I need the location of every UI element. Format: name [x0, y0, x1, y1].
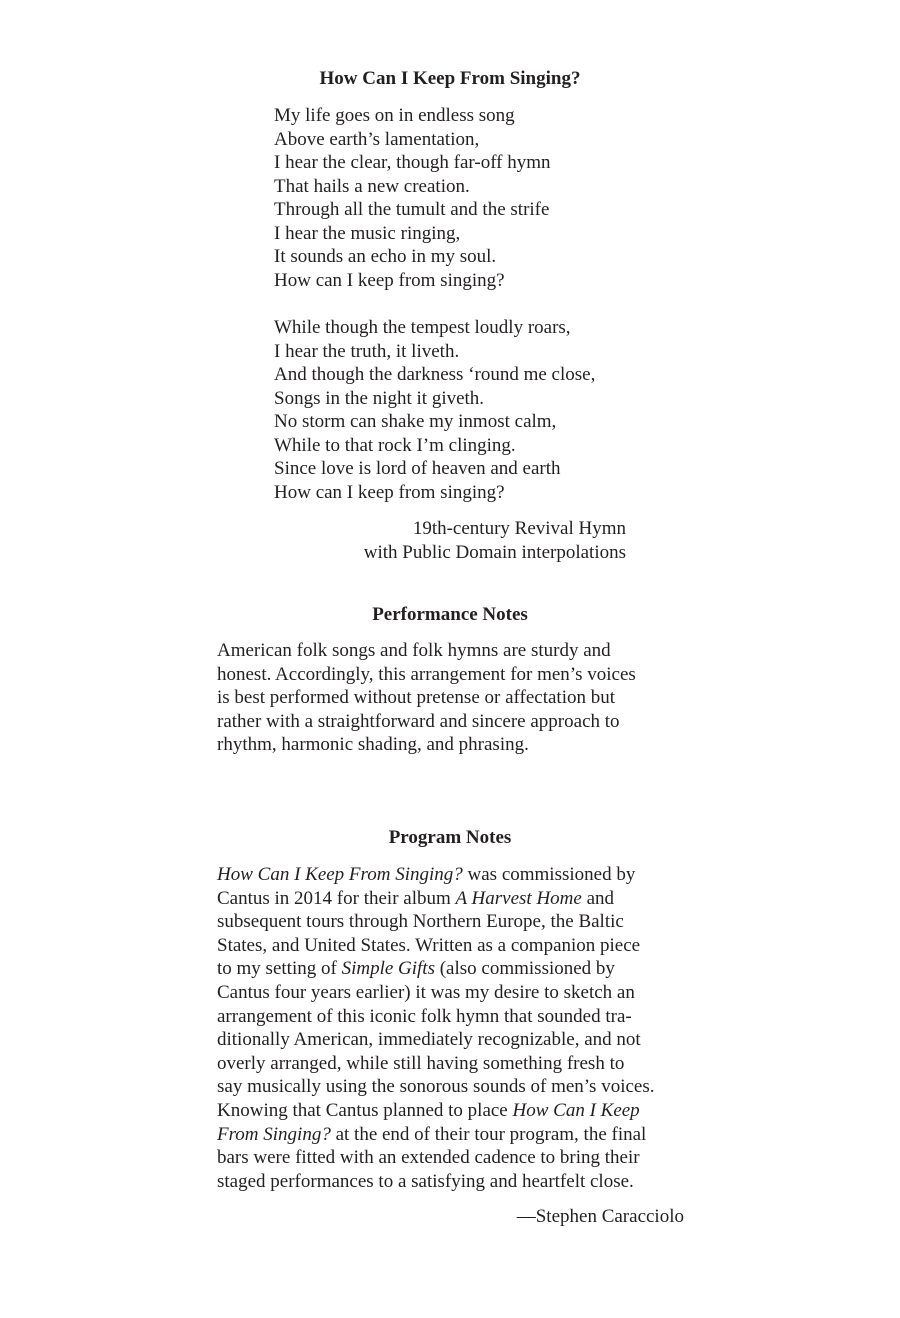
italic-title-run: How Can I Keep — [512, 1099, 640, 1121]
poem-line: How can I keep from singing? — [274, 269, 505, 291]
poem-stanza-1 — [274, 104, 694, 292]
italic-title-run: Simple Gifts — [341, 958, 435, 980]
text-line — [217, 1170, 687, 1194]
performance-notes-body — [217, 639, 687, 757]
text-line — [217, 1146, 687, 1170]
poem-line: That hails a new creation. — [274, 175, 470, 197]
text-line — [217, 686, 687, 710]
poem-line: While though the tempest loudly roars, — [274, 317, 571, 338]
poem-attribution — [200, 517, 626, 565]
text-run: say musically using the sonorous sounds of men’s voices. — [217, 1076, 655, 1098]
text-line — [217, 1052, 687, 1076]
text-run: was commissioned by — [462, 864, 636, 885]
text-run: rather with a straightforward and sincere approach to — [217, 710, 620, 732]
text-line — [217, 1075, 687, 1099]
text-run: Knowing that Cantus planned to place — [217, 1099, 513, 1121]
text-run: subsequent tours through Northern Europe, the Baltic — [217, 911, 624, 933]
text-run: American folk songs and folk hymns are sturdy and — [217, 640, 611, 661]
attribution-line: with Public Domain interpolations — [363, 542, 626, 563]
text-run: overly arranged, while still having something fresh to — [217, 1052, 625, 1074]
text-run: and — [581, 887, 615, 909]
text-line — [217, 639, 687, 663]
poem-line: I hear the music ringing, — [274, 222, 461, 244]
italic-title-run: How Can I Keep From Singing? — [217, 864, 463, 885]
text-run: at the end of their tour program, the final — [330, 1123, 647, 1145]
text-line — [217, 1028, 687, 1052]
poem-line: And though the darkness ‘round me close, — [274, 364, 596, 385]
text-run: rhythm, harmonic shading, and phrasing. — [217, 734, 529, 756]
text-line — [217, 910, 687, 934]
poem-stanza-2 — [274, 316, 694, 504]
text-run: bars were fitted with an extended cadence to bring their — [217, 1147, 640, 1169]
text-line — [217, 663, 687, 687]
poem-line: My life goes on in endless song — [274, 105, 515, 126]
text-run: is best performed without pretense or affectation but — [217, 687, 615, 709]
poem-line: I hear the truth, it liveth. — [274, 340, 460, 362]
text-line — [217, 710, 687, 734]
program-notes-title: Program Notes — [388, 827, 512, 848]
text-line — [217, 957, 687, 981]
text-run: honest. Accordingly, this arrangement for men’s voices — [217, 663, 636, 685]
poem-line: It sounds an echo in my soul. — [274, 246, 497, 267]
text-run: staged performances to a satisfying and heartfelt close. — [217, 1170, 634, 1192]
poem-line: Since love is lord of heaven and earth — [274, 458, 561, 479]
performance-notes-title: Performance Notes — [372, 604, 528, 625]
text-run: arrangement of this iconic folk hymn that sounded tra- — [217, 1005, 632, 1027]
italic-title-run: From Singing? — [217, 1123, 331, 1145]
text-run: Cantus in 2014 for their album — [217, 887, 456, 909]
poem-line: Songs in the night it giveth. — [274, 387, 485, 409]
text-line — [217, 981, 687, 1005]
text-line — [217, 934, 687, 958]
text-line — [217, 1005, 687, 1029]
text-run: to my setting of — [217, 958, 342, 980]
text-line — [217, 887, 687, 911]
poem-line: Through all the tumult and the strife — [274, 199, 550, 220]
attribution-line: 19th-century Revival Hymn — [412, 518, 626, 539]
poem-line: I hear the clear, though far-off hymn — [274, 152, 551, 173]
text-line — [217, 733, 687, 757]
poem-line: Above earth’s lamentation, — [274, 128, 480, 150]
program-notes-signature: —Stephen Caracciolo — [516, 1206, 684, 1227]
text-line — [217, 863, 687, 887]
italic-title-run: A Harvest Home — [455, 887, 582, 909]
text-run: ditionally American, immediately recognizable, and not — [217, 1029, 641, 1051]
text-run: Cantus four years earlier) it was my desire to sketch an — [217, 981, 635, 1003]
poem-line: How can I keep from singing? — [274, 481, 505, 503]
text-line — [217, 1099, 687, 1123]
text-run: States, and United States. Written as a companion piece — [217, 934, 641, 956]
text-run: (also commissioned by — [434, 958, 615, 980]
poem-line: While to that rock I’m clinging. — [274, 434, 516, 456]
text-line — [217, 1123, 687, 1147]
program-notes-body — [217, 863, 687, 1193]
poem-line: No storm can shake my inmost calm, — [274, 411, 557, 432]
poem-title: How Can I Keep From Singing? — [319, 68, 581, 89]
